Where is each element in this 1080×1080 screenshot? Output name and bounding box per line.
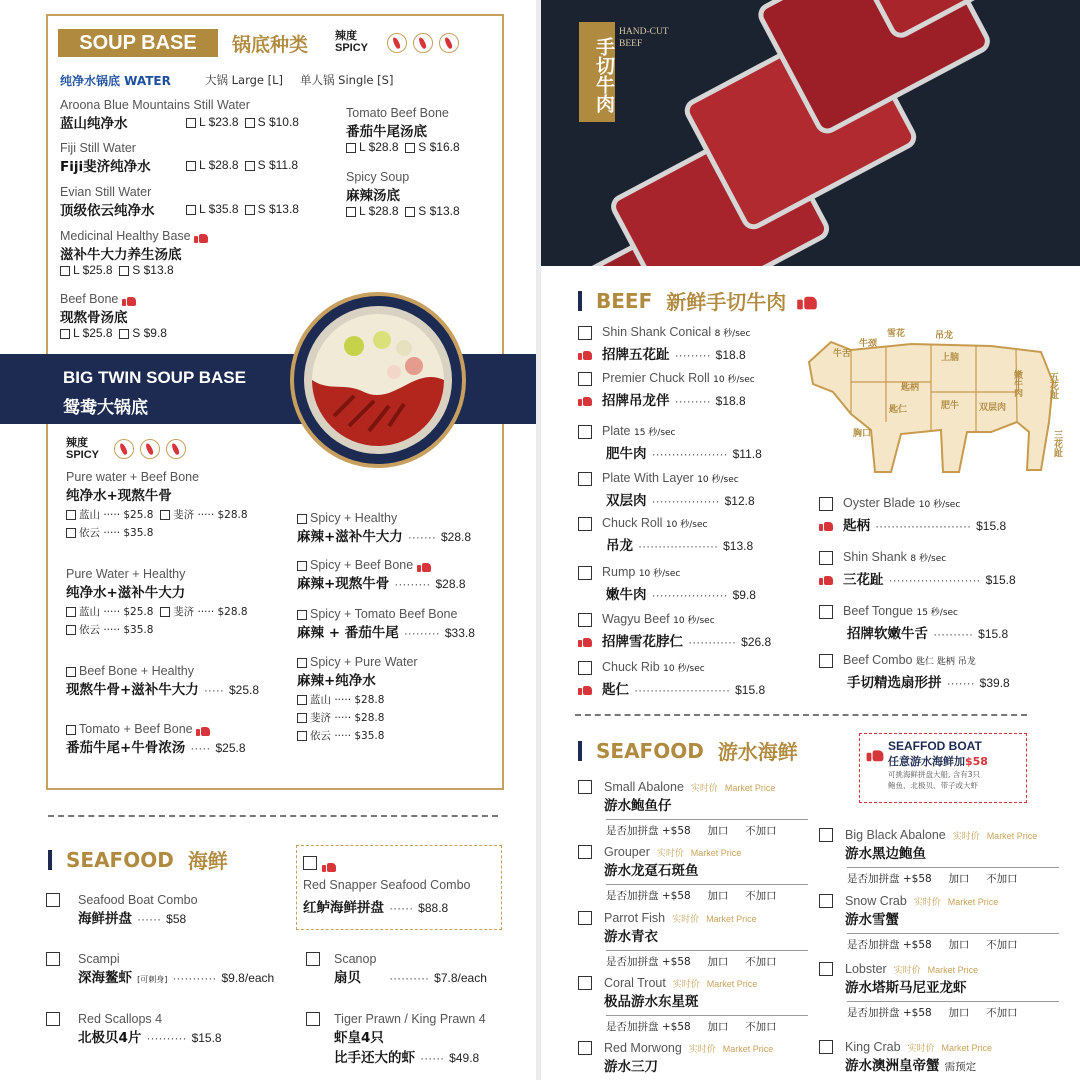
cow-label: 雪花	[887, 329, 906, 339]
thumbs-up-icon	[867, 747, 884, 761]
cow-label: 三花趾	[1052, 430, 1062, 457]
item-checkbox[interactable]	[306, 1012, 320, 1026]
live-seafood-header: SEAFOOD 游水海鲜	[578, 736, 798, 765]
item-checkbox[interactable]	[297, 514, 307, 524]
section-marker	[578, 291, 582, 311]
seafood-boat-promo: SEAFFOD BOAT 任意游水海鲜加$58 可挑海鲜拼盘大船, 含有3只 鲍鱼、北极贝、带子或大虾	[859, 733, 1027, 803]
thumbs-up-icon	[819, 573, 833, 585]
item-checkbox[interactable]	[578, 517, 592, 531]
soup-item: Medicinal Healthy Base 滋补牛大力养生汤底 L $25.8 S $13.8	[60, 229, 208, 277]
item-checkbox[interactable]	[578, 566, 592, 580]
single-checkbox[interactable]	[245, 205, 255, 215]
soup-item: Evian Still Water 顶级依云纯净水 L $35.8 S $13.8	[60, 185, 299, 219]
item-checkbox[interactable]	[578, 372, 592, 386]
option-checkbox[interactable]	[297, 731, 307, 741]
live-seafood-item: Lobster 实时价 Market Price 游水塔斯马尼亚龙虾 是否加拼盘 +$58 加口 不加口	[819, 962, 1059, 1020]
chili-icon	[166, 439, 186, 459]
single-checkbox[interactable]	[405, 143, 415, 153]
twin-soup-title: BIG TWIN SOUP BASE	[63, 368, 246, 387]
twin-item: Beef Bone + Healthy 现熬牛骨+滋补牛大力 ····· $25.8	[66, 664, 260, 698]
cow-label: 双层肉	[979, 403, 1007, 413]
item-checkbox[interactable]	[819, 962, 833, 976]
soup-item: Tomato Beef Bone 番茄牛尾汤底 L $28.8 S $16.8	[346, 106, 460, 154]
option-checkbox[interactable]	[160, 607, 170, 617]
size-single-label: 单人锅 Single [S]	[300, 73, 394, 87]
hand-cut-label-en: HAND-CUT BEEF	[619, 27, 669, 49]
live-seafood-item: Big Black Abalone 实时价 Market Price 游水黑边鲍鱼 是否加拼盘 +$58 加口 不加口	[819, 828, 1059, 886]
cow-label: 牛舌	[833, 349, 852, 359]
item-checkbox[interactable]	[578, 613, 592, 627]
item-checkbox[interactable]	[578, 976, 592, 990]
beef-item: Wagyu Beef 10 秒/sec 招牌雪花脖仁 ············ $26.8	[578, 612, 818, 650]
beef-item: Chuck Roll 10 秒/sec 吊龙 ···················· $13.8	[578, 516, 778, 554]
item-checkbox[interactable]	[578, 326, 592, 340]
divider	[575, 714, 1027, 716]
item-checkbox[interactable]	[819, 828, 833, 842]
option-checkbox[interactable]	[297, 713, 307, 723]
beef-menu-page	[541, 0, 1080, 1080]
large-checkbox[interactable]	[60, 266, 70, 276]
item-checkbox[interactable]	[46, 893, 60, 907]
item-checkbox[interactable]	[578, 472, 592, 486]
live-seafood-item: Parrot Fish 实时价 Market Price 游水青衣 是否加拼盘 +$58 加口 不加口	[578, 911, 808, 969]
cow-label: 胸口	[853, 429, 872, 439]
item-checkbox[interactable]	[46, 952, 60, 966]
item-checkbox[interactable]	[46, 1012, 60, 1026]
item-checkbox[interactable]	[819, 551, 833, 565]
live-seafood-item: Small Abalone 实时价 Market Price 游水鲍鱼仔 是否加拼盘 +$58 加口 不加口	[578, 780, 808, 838]
cow-label: 牛颈	[859, 339, 878, 349]
cow-label: 肥牛	[941, 401, 960, 411]
item-checkbox[interactable]	[819, 497, 833, 511]
item-checkbox[interactable]	[819, 894, 833, 908]
cow-label: 五花趾	[1048, 372, 1058, 399]
water-header: 纯净水锅底 WATER	[60, 74, 171, 88]
large-checkbox[interactable]	[186, 161, 196, 171]
item-checkbox[interactable]	[578, 661, 592, 675]
live-seafood-item: Coral Trout 实时价 Market Price 极品游水东星斑 是否加拼盘 +$58 加口 不加口	[578, 976, 808, 1034]
item-checkbox[interactable]	[306, 952, 320, 966]
thumbs-up-icon	[417, 560, 431, 572]
cow-label: 匙仁	[889, 405, 908, 415]
thumbs-up-icon	[322, 860, 336, 872]
soup-base-menu-page	[0, 0, 536, 1080]
item-checkbox[interactable]	[578, 425, 592, 439]
soup-item: Aroona Blue Mountains Still Water 蓝山纯净水 L $23.8 S $10.8	[60, 98, 299, 132]
item-checkbox[interactable]	[578, 780, 592, 794]
beef-header: BEEF 新鲜手切牛肉	[578, 286, 814, 315]
chili-icon	[387, 33, 407, 53]
cow-label: 匙柄	[901, 383, 920, 393]
beef-item: Beef Combo 匙仁 匙柄 吊龙 手切精选扇形拼 ······· $39.8	[819, 653, 1069, 691]
twin-item: Tomato + Beef Bone 番茄牛尾+牛骨浓汤 ····· $25.8	[66, 722, 246, 756]
single-checkbox[interactable]	[405, 207, 415, 217]
hand-cut-label: 手切牛肉	[579, 22, 615, 122]
thumbs-up-icon	[196, 724, 210, 736]
thumbs-up-icon	[797, 292, 817, 309]
spicy-level-icons	[381, 32, 459, 53]
thumbs-up-icon	[194, 231, 208, 243]
hotpot-image	[290, 292, 466, 468]
live-seafood-item: King Crab 实时价 Market Price 游水澳洲皇帝蟹 需预定	[819, 1040, 1059, 1074]
large-checkbox[interactable]	[186, 205, 196, 215]
option-checkbox[interactable]	[297, 695, 307, 705]
item-checkbox[interactable]	[819, 1040, 833, 1054]
soup-base-title-zh: 锅底种类	[232, 34, 309, 56]
seafood-item: Scanop 扇贝 ·········· $7.8/each	[306, 952, 487, 986]
seafood-header: SEAFOOD 海鲜	[48, 845, 228, 874]
thumbs-up-icon	[578, 348, 592, 360]
section-marker	[48, 850, 52, 870]
large-checkbox[interactable]	[346, 207, 356, 217]
size-large-label: 大锅 Large [L]	[205, 73, 284, 87]
beef-item: Shin Shank Conical 8 秒/sec 招牌五花趾 ········· $18.8	[578, 325, 778, 363]
cow-label: 上脑	[941, 353, 960, 363]
single-checkbox[interactable]	[119, 266, 129, 276]
item-checkbox[interactable]	[66, 667, 76, 677]
thumbs-up-icon	[578, 683, 592, 695]
item-checkbox[interactable]	[297, 658, 307, 668]
soup-item: Spicy Soup 麻辣汤底 L $28.8 S $13.8	[346, 170, 460, 218]
section-marker	[578, 741, 582, 761]
beef-item: Plate With Layer 10 秒/sec 双层肉 ················· $12.8	[578, 471, 778, 509]
item-checkbox[interactable]	[303, 856, 317, 870]
single-checkbox[interactable]	[119, 329, 129, 339]
item-checkbox[interactable]	[297, 561, 307, 571]
live-seafood-item: Red Morwong 实时价 Market Price 游水三刀	[578, 1041, 808, 1075]
beef-item: Beef Tongue 15 秒/sec 招牌软嫩牛舌 ·········· $15.8	[819, 604, 1069, 642]
thumbs-up-icon	[578, 635, 592, 647]
beef-item: Chuck Rib 10 秒/sec 匙仁 ························ $15.8	[578, 660, 818, 698]
chili-icon	[413, 33, 433, 53]
thumbs-up-icon	[122, 294, 136, 306]
twin-spicy-icons	[108, 438, 186, 459]
live-seafood-item: Snow Crab 实时价 Market Price 游水雪蟹 是否加拼盘 +$58 加口 不加口	[819, 894, 1059, 952]
twin-soup-title-zh: 鸳鸯大锅底	[63, 398, 148, 418]
chili-icon	[439, 33, 459, 53]
twin-spicy-label: 辣度 SPICY	[66, 436, 100, 461]
twin-item: Spicy + Pure Water 麻辣+纯净水 蓝山 ····· $28.8 斐济 ····· $28.8 依云 ····· $35.8	[297, 655, 418, 742]
item-checkbox[interactable]	[578, 845, 592, 859]
twin-item: Pure Water + Healthy 纯净水+滋补牛大力 蓝山 ····· $25.8 斐济 ····· $28.8 依云 ····· $35.8	[66, 567, 248, 636]
option-checkbox[interactable]	[160, 510, 170, 520]
item-checkbox[interactable]	[578, 1041, 592, 1055]
beef-item: Oyster Blade 10 秒/sec 匙柄 ························ $15.8	[819, 496, 1069, 534]
twin-item: Pure water + Beef Bone 纯净水+现熬牛骨 蓝山 ····· $25.8 斐济 ····· $28.8 依云 ····· $35.8	[66, 470, 248, 539]
chili-icon	[114, 439, 134, 459]
large-checkbox[interactable]	[346, 143, 356, 153]
seafood-item: Tiger Prawn / King Prawn 4 虾皇4只 比手还大的虾 ······ $49.8	[306, 1012, 486, 1066]
soup-base-title: SOUP BASE	[58, 29, 218, 57]
single-checkbox[interactable]	[245, 118, 255, 128]
twin-item: Spicy + Healthy 麻辣+滋补牛大力 ······· $28.8	[297, 511, 472, 545]
soup-item: Beef Bone 现熬骨汤底 L $25.8 S $9.8	[60, 292, 167, 340]
beef-item: Premier Chuck Roll 10 秒/sec 招牌吊龙伴 ········· $18.8	[578, 371, 778, 409]
twin-item: Spicy + Beef Bone 麻辣+现熬牛骨 ········· $28.8	[297, 558, 466, 592]
item-checkbox[interactable]	[819, 605, 833, 619]
twin-item: Spicy + Tomato Beef Bone 麻辣 + 番茄牛尾 ········· $33.8	[297, 607, 475, 641]
seafood-item: Scampi 深海鳌虾 [可刺身] ··········· $9.8/each	[46, 952, 274, 986]
seafood-item: Red Snapper Seafood Combo 红鲈海鲜拼盘 ······ $88.8	[303, 855, 470, 916]
spicy-label: 辣度 SPICY	[335, 29, 369, 54]
thumbs-up-icon	[819, 519, 833, 531]
thumbs-up-icon	[578, 394, 592, 406]
item-checkbox[interactable]	[819, 654, 833, 668]
item-checkbox[interactable]	[297, 610, 307, 620]
large-checkbox[interactable]	[186, 118, 196, 128]
chili-icon	[140, 439, 160, 459]
option-checkbox[interactable]	[66, 528, 76, 538]
soup-item: Fiji Still Water Fiji斐济纯净水 L $28.8 S $11.8	[60, 141, 299, 175]
cow-label: 嫩牛肉	[1012, 370, 1022, 397]
seafood-item: Red Scallops 4 北极贝4片 ·········· $15.8	[46, 1012, 222, 1046]
option-checkbox[interactable]	[66, 607, 76, 617]
option-checkbox[interactable]	[66, 625, 76, 635]
cow-label: 吊龙	[935, 331, 954, 341]
divider	[48, 815, 498, 817]
option-checkbox[interactable]	[66, 510, 76, 520]
beef-item: Rump 10 秒/sec 嫩牛肉 ··················· $9.8	[578, 565, 778, 603]
seafood-item: Seafood Boat Combo 海鲜拼盘 ······ $58	[46, 893, 198, 927]
single-checkbox[interactable]	[245, 161, 255, 171]
live-seafood-item: Grouper 实时价 Market Price 游水龙趸石斑鱼 是否加拼盘 +$58 加口 不加口	[578, 845, 808, 903]
beef-item: Shin Shank 8 秒/sec 三花趾 ······················· $15.8	[819, 550, 1069, 588]
beef-item: Plate 15 秒/sec 肥牛肉 ··················· $11.8	[578, 424, 778, 462]
item-checkbox[interactable]	[578, 911, 592, 925]
large-checkbox[interactable]	[60, 329, 70, 339]
item-checkbox[interactable]	[66, 725, 76, 735]
